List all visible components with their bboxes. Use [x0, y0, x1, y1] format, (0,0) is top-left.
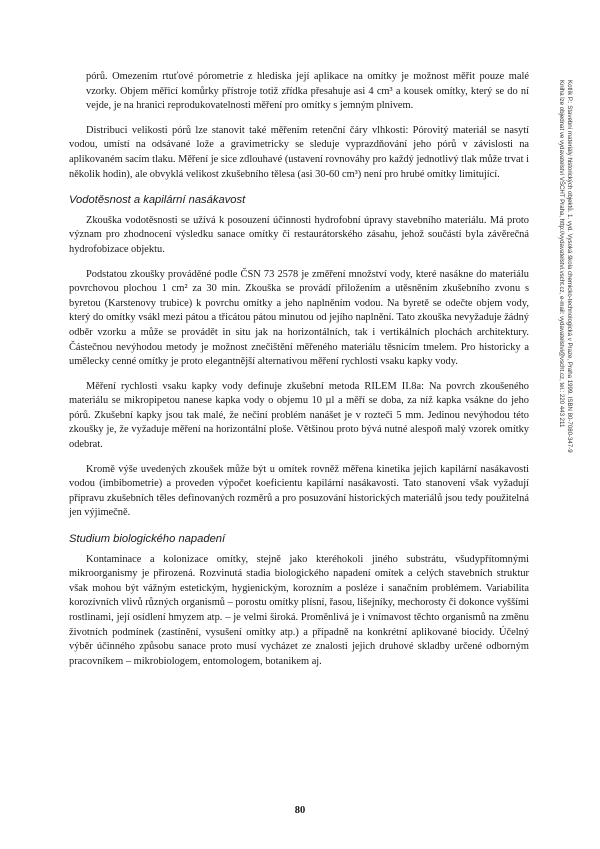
paragraph: Kontaminace a kolonizace omítky, stejně jako kteréhokoli jiného substrátu, všudypřítomnými mikroorganismy je přirozená. Rozvinutá stadia biologického napadení omítek a celých stavebních struktur však mohou být vážným estetickým, hygienickým, korozním a posléze i sanačním problémem. Variabilita korozívních vlivů různých organismů – porostu omítky plísní, řasou, lišejníky, mechorosty či dokonce vyššími rostlinami, její osídlení hmyzem atp. – je velmi široká. Proměnlivá je i vnímavost těchto organismů na změnu životních podmínek (zastínění, vysušení omítky atp.) a případně na konkrétní aplikované biocidy. Účelný výběr účinného způsobu sanace proto musí vycházet ze znalosti jejich druhové skladby určené odborným pracovníkem – mikrobiologem, entomologem, botanikem aj.	[69, 553, 529, 667]
page-number: 80	[294, 805, 306, 816]
paragraph: Podstatou zkoušky prováděné podle ČSN 73 2578 je změření množství vody, které nasákne do materiálu povrchovou plochou 1 cm² za 30 min. Zkouška se provádí přiložením a utěsněním zkušebního zvonu s byretou (Karstenovy trubice) k povrchu omítky a jeho naplněním vodou. Na byretě se odečte objem vody, který do omítky vsákl mezi pátou a třicátou pátou minutou od jejího naplnění. Tato zkouška nevyžaduje žádný odběr vzorku a může se provádět in situ jak na horizontálních, tak i vertikálních plochách architektury. Částečnou nevýhodou metody je možnost znečištění měřeného materiálu těsnicím tmelem. Pro historicky a umělecky cenné omítky je proto elegantnější alternativou měření rychlosti vsaku kapky vody.	[69, 268, 529, 368]
paragraph: pórů. Omezením rtuťové pórometrie z hlediska její aplikace na omítky je možnost měřit pouze malé vzorky. Objem měřicí komůrky přístroje totiž zřídka přesahuje asi 4 cm³ a kousek omítky, který se do ní vejde, je na hranici reprodukovatelnosti měření pro omítky s jemným plnivem.	[86, 71, 529, 112]
section-heading: Vodotěsnost a kapilární nasákavost	[69, 194, 246, 207]
paragraph: Distribuci velikosti pórů lze stanovit také měřením retenční čáry vlhkosti: Pórovitý materiál se nasytí vodou, umístí na odsávané lože a gravimetricky se sleduje vyprazdňování jeho pórů v závislosti na aplikovaném sacím tlaku. Měření je sice zdlouhavé (ustavení rovnováhy pro každý jednotlivý tlak může trvat i několik hodin), ale obvyklá velikost zkušebního tělesa (asi 30-60 cm³) není pro hrubé omítky limitující.	[69, 124, 529, 180]
margin-citation	[556, 80, 573, 640]
paragraph: Kromě výše uvedených zkoušek může být u omítek rovněž měřena kinetika jejich kapilární nasákavosti vodou (imbibometrie) a proveden výpočet koeficientu kapilární nasákavosti. Tato stanovení však vyžadují přípravu zkušebních těles definovaných rozměrů a pro posuzování historických materiálů jsou tedy použitelná jen výjimečně.	[69, 463, 529, 519]
body-text	[69, 70, 529, 679]
citation-line: Kniha lze objednat ve vydavatelství VŠCHT Praha, http://vydavatelstvi.vscht.cz, e-mail: vydavatelstvi@vscht.cz, tel.: 220 443 211	[557, 80, 565, 428]
section-heading: Studium biologického napadení	[69, 533, 226, 546]
paragraph: Měření rychlosti vsaku kapky vody definuje zkušební metoda RILEM II.8a: Na povrch zkoušeného materiálu se mikropipetou nanese kapka vody o objemu 10 µl a měří se doba, za níž kapka vsákne do jeho pórů. Zkušební kapky jsou tak malé, že nečiní problém nanášet je v rozteči 5 mm. Jedinou nevýhodou této zkoušky je, že vyžaduje měření na horizontální ploše. Většinou proto bývá nutné alespoň malý vzorek omítky odebrat.	[69, 380, 529, 451]
citation-line: Kotlík P.: Stavební materiály historických objektů. 1. vyd. Vysoká škola chemicko-technologická v Praze, Praha 1999. ISBN 80-7080-347-9	[566, 80, 573, 453]
paragraph: Zkouška vodotěsnosti se užívá k posouzení účinnosti hydrofobní úpravy stavebního materiálu. Má proto význam pro zhodnocení výsledku sanace omítky či restaurátorského zásahu, jehož součástí byla závěrečná hydrofobizace objektu.	[69, 214, 529, 255]
